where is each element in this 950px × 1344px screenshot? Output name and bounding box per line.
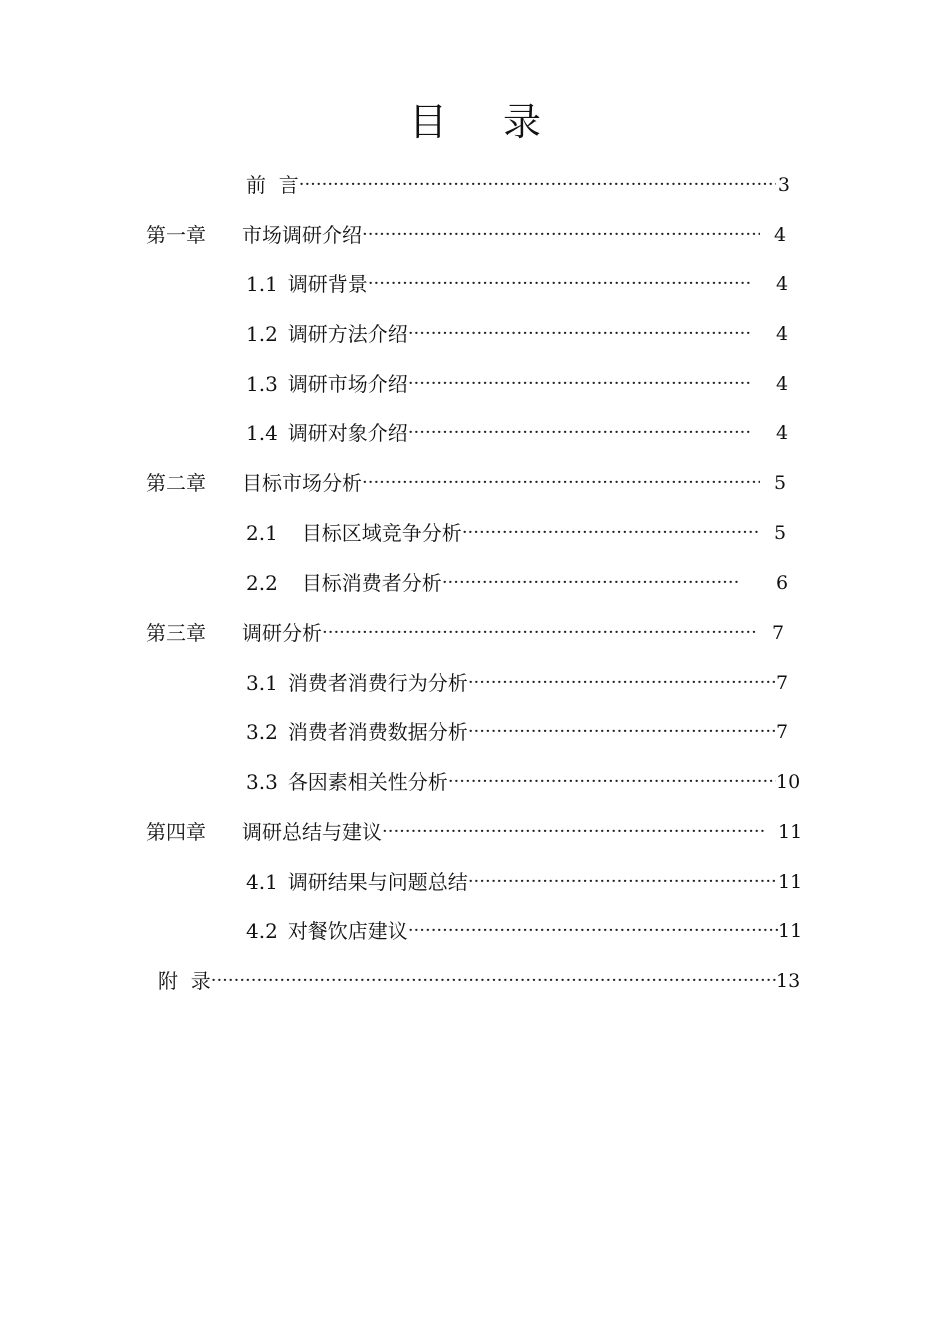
toc-entry-label: 调研背景 bbox=[287, 272, 368, 296]
dot-leader bbox=[462, 518, 760, 548]
toc-entry-section[interactable] bbox=[246, 867, 803, 897]
toc-page-number: 4 bbox=[776, 323, 789, 345]
section-number: 4.2 bbox=[246, 919, 278, 943]
toc-page-number: 7 bbox=[772, 622, 785, 644]
section-number: 2.1 bbox=[246, 521, 278, 545]
toc-entry-section[interactable] bbox=[246, 568, 788, 598]
toc-entry-section[interactable] bbox=[246, 518, 786, 548]
toc-page-number: 4 bbox=[774, 224, 787, 246]
toc-entry-section[interactable] bbox=[246, 767, 800, 797]
dot-leader bbox=[362, 468, 760, 498]
toc-entry-label: 对餐饮店建议 bbox=[287, 919, 408, 943]
chapter-number: 第一章 bbox=[146, 223, 206, 247]
section-number: 4.1 bbox=[246, 870, 278, 894]
section-number: 1.2 bbox=[246, 322, 278, 346]
dot-leader bbox=[468, 668, 776, 698]
toc-entry-label: 消费者消费行为分析 bbox=[287, 671, 468, 695]
toc-page-number: 5 bbox=[774, 472, 787, 494]
dot-leader bbox=[468, 717, 776, 747]
toc-page-number: 4 bbox=[776, 273, 789, 295]
toc-entry-label: 调研结果与问题总结 bbox=[287, 870, 468, 894]
toc-title: 目 录 bbox=[408, 100, 564, 144]
toc-entry-appendix[interactable] bbox=[158, 966, 800, 996]
toc-page-number: 11 bbox=[778, 920, 803, 942]
dot-leader bbox=[382, 817, 764, 847]
dot-leader bbox=[299, 170, 776, 200]
toc-page-number: 5 bbox=[774, 522, 787, 544]
toc-entry-label: 市场调研介绍 bbox=[242, 223, 362, 247]
toc-page-number: 11 bbox=[778, 871, 803, 893]
toc-entry-chapter-2[interactable] bbox=[146, 468, 786, 498]
dot-leader bbox=[408, 369, 752, 399]
toc-page-number: 4 bbox=[776, 422, 789, 444]
toc-entry-preface[interactable] bbox=[246, 170, 790, 200]
toc-page-number: 4 bbox=[776, 373, 789, 395]
dot-leader bbox=[408, 319, 752, 349]
section-number: 3.3 bbox=[246, 770, 278, 794]
section-number: 1.4 bbox=[246, 421, 278, 445]
toc-entry-label: 调研市场介绍 bbox=[287, 372, 408, 396]
toc-entry-section[interactable] bbox=[246, 269, 788, 299]
toc-entry-label: 前 言 bbox=[246, 173, 299, 197]
toc-page-number: 11 bbox=[778, 821, 803, 843]
toc-page-number: 7 bbox=[776, 672, 789, 694]
toc-page-number: 10 bbox=[776, 771, 801, 793]
chapter-number: 第四章 bbox=[146, 820, 206, 844]
dot-leader bbox=[322, 618, 758, 648]
dot-leader bbox=[448, 767, 776, 797]
toc-entry-section[interactable] bbox=[246, 319, 788, 349]
toc-entry-section[interactable] bbox=[246, 916, 803, 946]
toc-page-number: 3 bbox=[777, 174, 790, 196]
dot-leader bbox=[408, 418, 752, 448]
toc-entry-section[interactable] bbox=[246, 418, 788, 448]
dot-leader bbox=[442, 568, 740, 598]
section-number: 3.1 bbox=[246, 671, 278, 695]
section-number: 1.3 bbox=[246, 372, 278, 396]
section-number: 1.1 bbox=[246, 272, 278, 296]
section-number: 3.2 bbox=[246, 720, 278, 744]
toc-entry-label: 目标消费者分析 bbox=[301, 571, 442, 595]
toc-entry-label: 调研方法介绍 bbox=[287, 322, 408, 346]
toc-entry-label: 调研总结与建议 bbox=[242, 820, 382, 844]
dot-leader bbox=[362, 220, 760, 250]
toc-page-number: 13 bbox=[776, 970, 801, 992]
dot-leader bbox=[211, 966, 776, 996]
toc-entry-label: 各因素相关性分析 bbox=[287, 770, 448, 794]
toc-entry-label: 附 录 bbox=[158, 969, 211, 993]
toc-entry-label: 目标区域竞争分析 bbox=[301, 521, 462, 545]
toc-entry-chapter-3[interactable] bbox=[146, 618, 784, 648]
toc-entry-label: 消费者消费数据分析 bbox=[287, 720, 468, 744]
toc-entry-chapter-1[interactable] bbox=[146, 220, 786, 250]
toc-page-number: 6 bbox=[776, 572, 789, 594]
dot-leader bbox=[368, 269, 752, 299]
section-number: 2.2 bbox=[246, 571, 278, 595]
toc-entry-label: 目标市场分析 bbox=[242, 471, 362, 495]
toc-entry-label: 调研对象介绍 bbox=[287, 421, 408, 445]
toc-page-number: 7 bbox=[776, 721, 789, 743]
chapter-number: 第二章 bbox=[146, 471, 206, 495]
dot-leader bbox=[468, 867, 778, 897]
dot-leader bbox=[408, 916, 778, 946]
chapter-number: 第三章 bbox=[146, 621, 206, 645]
toc-entry-section[interactable] bbox=[246, 668, 788, 698]
toc-entry-section[interactable] bbox=[246, 369, 788, 399]
toc-entry-label: 调研分析 bbox=[242, 621, 322, 645]
toc-entry-section[interactable] bbox=[246, 717, 788, 747]
toc-entry-chapter-4[interactable] bbox=[146, 817, 803, 847]
